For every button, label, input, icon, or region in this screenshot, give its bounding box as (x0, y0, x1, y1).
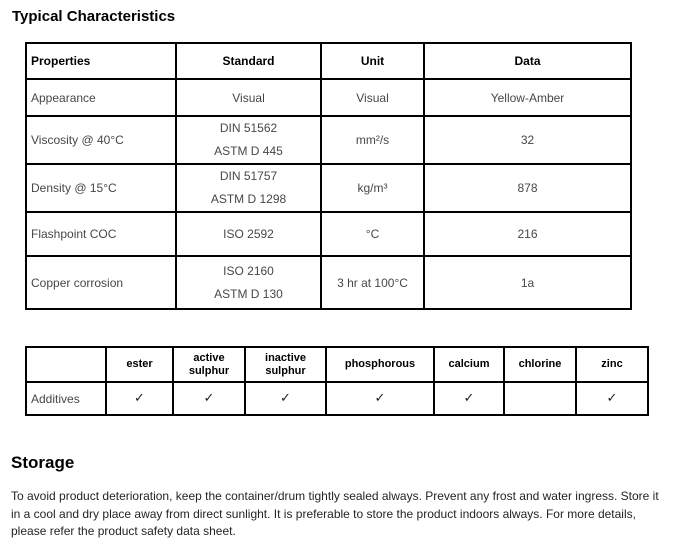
unit-cell: Visual (321, 79, 424, 116)
column-header-chlorine: chlorine (504, 347, 576, 382)
check-icon: ✓ (374, 391, 386, 406)
standard-cell (176, 116, 321, 164)
additives-header-row (26, 347, 648, 382)
standard-cell: ISO 2592 (176, 212, 321, 256)
standard-line: ASTM D 130 (214, 286, 283, 301)
page-title: Typical Characteristics (12, 8, 176, 25)
column-header-calcium: calcium (434, 347, 504, 382)
property-cell: Flashpoint COC (26, 212, 176, 256)
characteristics-header-row (26, 43, 631, 79)
table-row-density (26, 164, 631, 212)
table-row-flashpoint (26, 212, 631, 256)
header-properties: Properties (26, 43, 176, 79)
additives-table (25, 346, 649, 416)
additive-cell-calcium (434, 382, 504, 415)
additive-cell-ester (106, 382, 173, 415)
header-data: Data (424, 43, 631, 79)
standard-line: ASTM D 1298 (210, 192, 287, 206)
table-row-copper-corrosion (26, 256, 631, 309)
unit-cell: 3 hr at 100°C (321, 256, 424, 309)
header-standard: Standard (176, 43, 321, 79)
column-header-phosphorous: phosphorous (326, 347, 434, 382)
table-row-viscosity (26, 116, 631, 164)
data-cell: 216 (424, 212, 631, 256)
additives-corner-cell (26, 347, 106, 382)
check-icon: ✓ (463, 391, 475, 406)
check-icon: ✓ (280, 391, 291, 406)
unit-cell: mm²/s (321, 116, 424, 164)
property-cell: Density @ 15°C (26, 164, 176, 212)
header-unit: Unit (321, 43, 424, 79)
additives-row-label: Additives (26, 382, 106, 415)
storage-paragraph: To avoid product deterioration, keep the container/drum tightly sealed always. Prevent any frost and water ingress. Store it in a cool and dry place away from direct sunlight. It is preferable to store the product indoors always. For more details, please refer the product safety data sheet. (11, 489, 659, 538)
standard-cell: Visual (176, 79, 321, 116)
additives-row (26, 382, 648, 415)
additive-cell-zinc (576, 382, 648, 415)
column-header-active-sulphur: active sulphur (173, 347, 245, 382)
check-icon: ✓ (203, 391, 215, 406)
standard-line: DIN 51562 (219, 121, 278, 135)
check-icon: ✓ (134, 391, 145, 406)
standard-line: ISO 2160 (223, 263, 274, 278)
column-header-zinc: zinc (576, 347, 648, 382)
unit-cell: °C (321, 212, 424, 256)
data-cell: 878 (424, 164, 631, 212)
table-row-appearance (26, 79, 631, 116)
standard-cell (176, 164, 321, 212)
characteristics-table (25, 42, 632, 310)
standard-line: ASTM D 445 (214, 144, 283, 158)
data-cell: 1a (424, 256, 631, 309)
additive-cell-inactive-sulphur (245, 382, 326, 415)
additive-cell-chlorine (504, 382, 576, 415)
unit-cell: kg/m³ (321, 164, 424, 212)
data-cell: Yellow-Amber (424, 79, 631, 116)
additive-cell-phosphorous (326, 382, 434, 415)
column-header-inactive-sulphur: inactive sulphur (245, 347, 326, 382)
storage-heading: Storage (11, 453, 75, 472)
additive-cell-active-sulphur (173, 382, 245, 415)
property-cell: Appearance (26, 79, 176, 116)
data-cell: 32 (424, 116, 631, 164)
standard-cell (176, 256, 321, 309)
standard-line: DIN 51757 (219, 169, 278, 183)
column-header-ester: ester (106, 347, 173, 382)
property-cell: Copper corrosion (26, 256, 176, 309)
check-icon: ✓ (606, 391, 618, 406)
property-cell: Viscosity @ 40°C (26, 116, 176, 164)
